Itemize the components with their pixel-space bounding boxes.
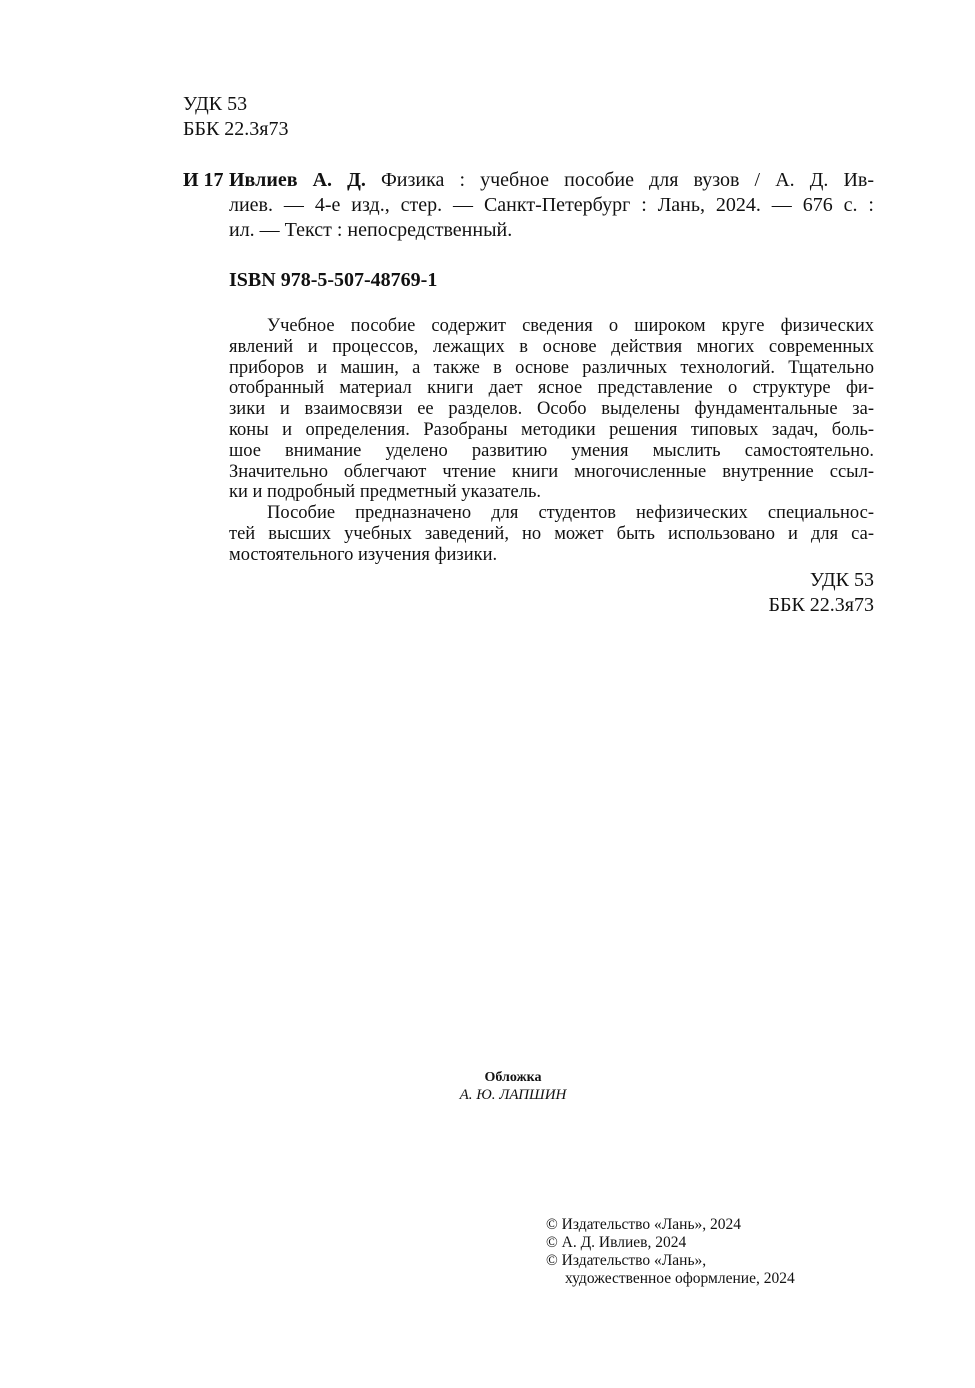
abstract-line: коны и определения. Разобраны методики решения типовых задач, боль- — [229, 419, 874, 440]
udk-code: УДК 53 — [183, 93, 248, 115]
cover-artist: А. Ю. ЛАПШИН — [459, 1087, 567, 1103]
abstract-line: Учебное пособие содержит сведения о широком круге физических — [267, 316, 874, 336]
catalog-author: Ивлиев А. Д. — [229, 169, 366, 191]
catalog-title: Физика : учебное пособие для вузов / А. Д. Ив- — [380, 169, 875, 191]
abstract-line: тей высших учебных заведений, но может быть использовано и для са- — [229, 523, 874, 544]
catalog-line-1 — [229, 168, 874, 193]
abstract-line: Пособие предназначено для студентов нефизических специальнос- — [267, 503, 874, 524]
copyright-block — [546, 1216, 795, 1288]
abstract-line: зики и взаимосвязи ее разделов. Особо выделены фундаментальные за- — [229, 399, 874, 420]
catalog-line-3: ил. — Текст : непосредственный. — [229, 219, 513, 241]
abstract-line: приборов и машин, а также в основе различных технологий. Тщательно — [229, 357, 874, 378]
bbk-code-bottom: ББК 22.3я73 — [768, 594, 874, 616]
abstract — [229, 316, 874, 566]
catalog-entry — [229, 168, 874, 243]
copyright-line: © Издательство «Лань», 2024 — [546, 1216, 742, 1233]
copyright-line: © А. Д. Ивлиев, 2024 — [546, 1234, 687, 1251]
author-mark: И 17 — [183, 169, 224, 191]
catalog-line-2: лиев. — 4-е изд., стер. — Санкт-Петербург : Лань, 2024. — 676 с. : — [229, 194, 874, 216]
copyright-line: © Издательство «Лань», — [546, 1252, 707, 1269]
abstract-line: шое внимание уделено развитию умения мыслить самостоятельно. — [229, 440, 874, 461]
bbk-code: ББК 22.3я73 — [183, 118, 289, 140]
abstract-line: мостоятельного изучения физики. — [229, 544, 498, 565]
abstract-line: отобранный материал книги дает ясное представление о структуре фи- — [229, 378, 874, 399]
abstract-line: Значительно облегчают чтение книги многочисленные внутренние ссыл- — [229, 461, 874, 482]
copyright-line: художественное оформление, 2024 — [565, 1270, 795, 1287]
udk-code-bottom: УДК 53 — [809, 569, 874, 591]
abstract-line: ки и подробный предметный указатель. — [229, 482, 542, 503]
abstract-line: явлений и процессов, лежащих в основе действия многих современных — [229, 336, 874, 357]
isbn: ISBN 978-5-507-48769-1 — [229, 269, 438, 291]
cover-label: Обложка — [484, 1070, 542, 1085]
